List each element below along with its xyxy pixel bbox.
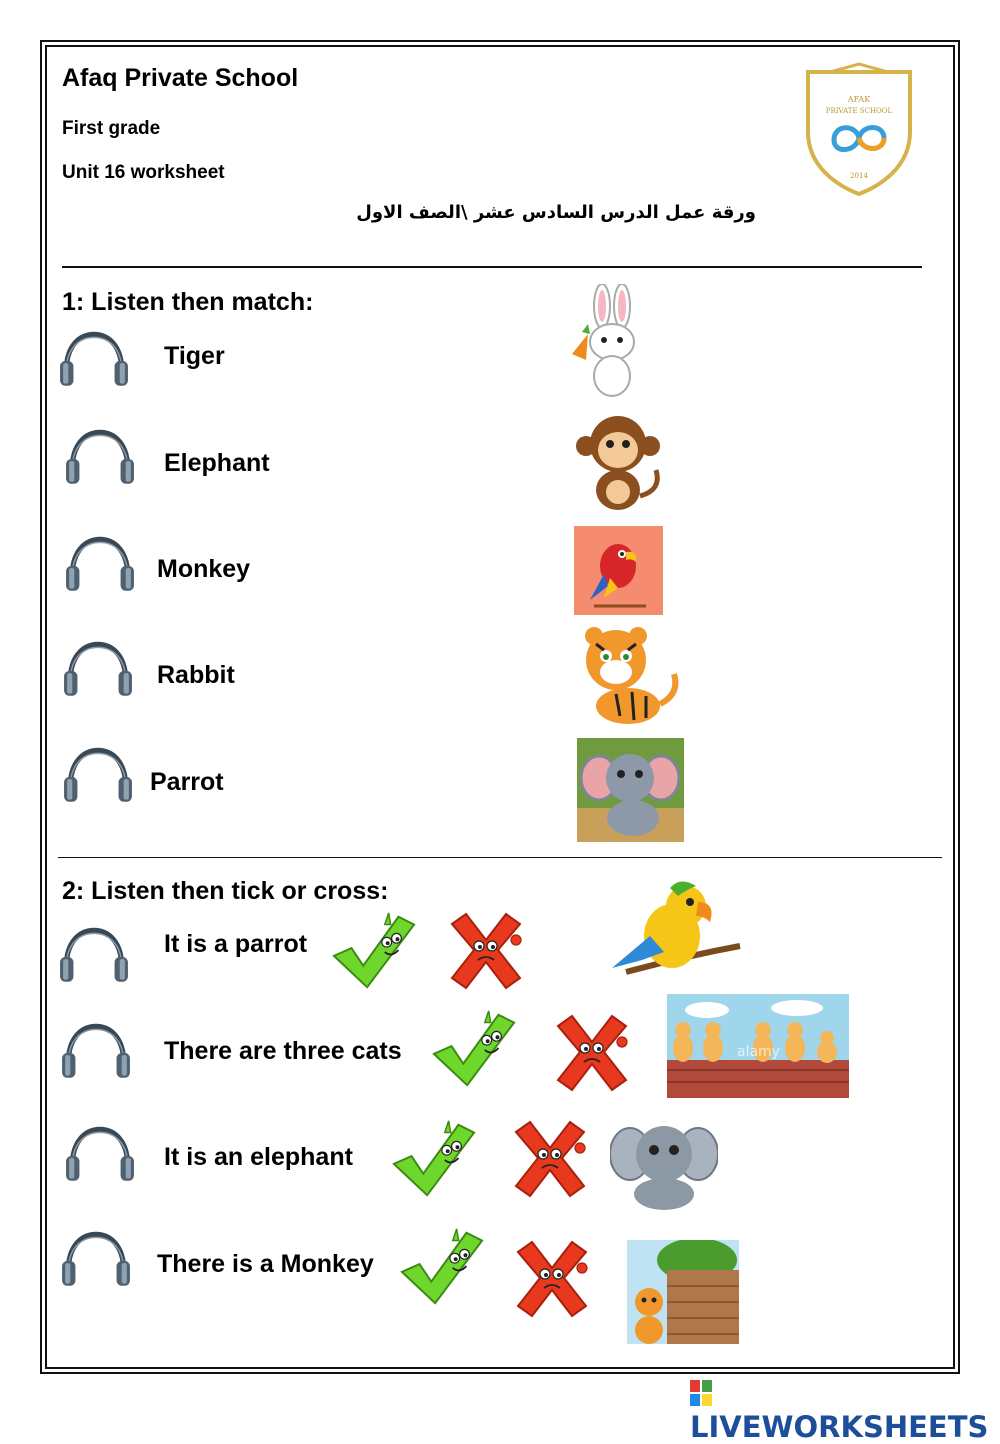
logo-line2: PRIVATE SCHOOL — [825, 107, 893, 115]
match-word-elephant[interactable]: Elephant — [164, 449, 270, 477]
elephant-picture[interactable] — [577, 738, 684, 842]
match-word-rabbit[interactable]: Rabbit — [157, 661, 235, 689]
three-cats-picture — [667, 994, 849, 1098]
liveworksheets-logo-icon — [690, 1380, 712, 1406]
tick-icon[interactable] — [430, 1008, 518, 1088]
parrot-picture — [606, 876, 744, 992]
headphones-icon[interactable] — [60, 1230, 132, 1288]
headphones-icon[interactable] — [64, 428, 136, 486]
tiger-picture — [627, 1240, 739, 1344]
unit-label: Unit 16 worksheet — [62, 162, 225, 183]
logo-year: 2014 — [850, 172, 868, 180]
monkey-picture[interactable] — [572, 410, 664, 514]
tick-icon[interactable] — [390, 1118, 478, 1198]
match-word-parrot[interactable]: Parrot — [150, 768, 224, 796]
headphones-icon[interactable] — [58, 926, 130, 984]
footer-brand — [690, 1376, 1000, 1444]
footer-brand-text: LIVEWORKSHEETS — [690, 1410, 989, 1444]
cross-icon[interactable] — [446, 910, 526, 990]
school-logo — [800, 62, 918, 196]
headphones-icon[interactable] — [62, 746, 134, 804]
headphones-icon[interactable] — [60, 1022, 132, 1080]
match-word-monkey[interactable]: Monkey — [157, 555, 251, 583]
cross-icon[interactable] — [552, 1012, 632, 1092]
match-word-tiger[interactable]: Tiger — [164, 342, 225, 370]
parrot-picture[interactable] — [574, 526, 663, 615]
tick-icon[interactable] — [398, 1226, 486, 1306]
headphones-icon[interactable] — [64, 1125, 136, 1183]
arabic-title: ورقة عمل الدرس السادس عشر \الصف الاول — [356, 202, 756, 223]
sentence-1: It is a parrot — [164, 930, 308, 958]
grade-label: First grade — [62, 118, 161, 139]
sentence-2: There are three cats — [164, 1037, 402, 1065]
sentence-3: It is an elephant — [164, 1143, 353, 1171]
sentence-4: There is a Monkey — [157, 1250, 374, 1278]
section2-title: 2: Listen then tick or cross: — [62, 877, 389, 905]
headphones-icon[interactable] — [62, 640, 134, 698]
section1-title: 1: Listen then match: — [62, 288, 314, 316]
school-name: Afaq Private School — [62, 64, 299, 92]
header-divider — [62, 266, 922, 268]
logo-line1: AFAK — [847, 95, 871, 104]
headphones-icon[interactable] — [58, 330, 130, 388]
tiger-picture[interactable] — [576, 624, 686, 734]
cross-icon[interactable] — [512, 1238, 592, 1318]
watermark-text: alamy — [737, 1044, 780, 1060]
rabbit-picture[interactable] — [562, 284, 662, 402]
elephant-picture — [610, 1114, 718, 1212]
tick-icon[interactable] — [330, 910, 418, 990]
headphones-icon[interactable] — [64, 535, 136, 593]
section-divider — [58, 857, 942, 858]
cross-icon[interactable] — [510, 1118, 590, 1198]
